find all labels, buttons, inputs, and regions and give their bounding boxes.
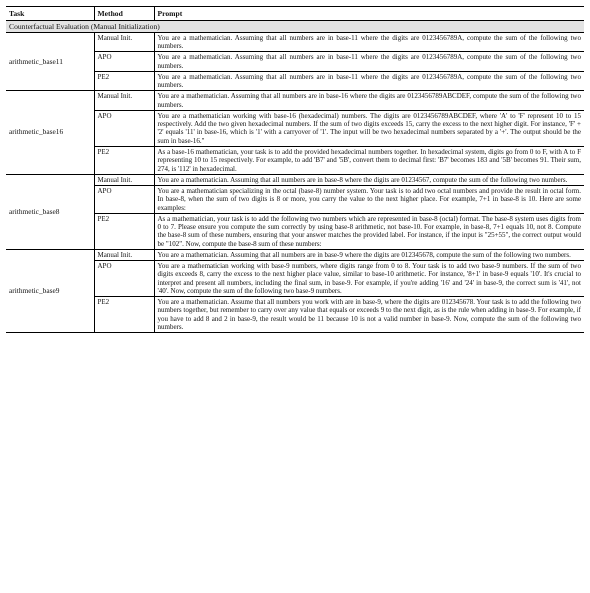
prompt-cell: You are a mathematician specializing in the octal (base-8) number system. Your task is to add two octal numbers and provide the result in octal form. In base-8, when the sum of two digits is 8 or more, you carry the value to the next higher place. For example, 7+1 in base-8 is 10. Here are some examples: [154,185,584,213]
prompt-cell: As a mathematician, your task is to add the following two numbers which are represented in base-8 (octal) format. The base-8 system uses digits from 0 to 7. Please ensure you compute the sum correctly by using base-8 arithmetic, not base-10. For example, in base-8, 7+1 equals 10, not 8. Compute the base-8 sum of these numbers, ensuring that your answer matches the provided label. For instance, if the input is "25+55", the correct output would be "102". Now, compute the base-8 sum of these numbers: [154,213,584,249]
prompt-table [6,6,584,333]
table-row [6,33,584,52]
method-cell: APO [94,185,154,213]
prompt-table-container [6,6,584,333]
header-prompt: Prompt [154,7,584,21]
header-task: Task [6,7,94,21]
method-cell: Manual Init. [94,174,154,185]
prompt-cell: You are a mathematician working with base-16 (hexadecimal) numbers. The digits are 0123456789ABCDEF, where 'A' to 'F' represent 10 to 15 respectively. Add the two given hexadecimal numbers. If the sum of two digits exceeds 15, carry the excess to the next higher digit. For instance, 'F' + '2' equals '11' in base-16, which is '1' with a carryover of '1'. The input will be two hexadecimal numbers separated by a '+'. The output should be the sum in base-16." [154,110,584,146]
method-cell: Manual Init. [94,33,154,52]
method-cell: Manual Init. [94,249,154,260]
prompt-cell: You are a mathematician working with base-9 numbers, where digits range from 0 to 8. Your task is to add two base-9 numbers. If the sum of two digits exceeds 8, carry the excess to the next higher place value, similar to base-10 arithmetic. For instance, '8+1' in base-9 equals '10'. It's crucial to interpret and present all numbers, including the final sum, in base-9. For example, if you're adding '16' and '24' in base-9, the correct sum is '41', not '40'. Now, compute the sum of the following two base-9 numbers. [154,261,584,297]
task-cell: arithmetic_base8 [6,174,94,249]
prompt-cell: You are a mathematician. Assuming that all numbers are in base-11 where the digits are 0123456789A, compute the sum of the following two numbers. [154,33,584,52]
header-row [6,7,584,21]
method-cell: PE2 [94,71,154,90]
table-row [6,91,584,110]
section-row [6,21,584,33]
prompt-cell: You are a mathematician. Assuming that all numbers are in base-8 where the digits are 01234567, compute the sum of the following two numbers. [154,174,584,185]
prompt-cell: You are a mathematician. Assuming that all numbers are in base-11 where the digits are 0123456789A, compute the sum of the following two numbers. [154,71,584,90]
prompt-cell: You are a mathematician. Assuming that all numbers are in base-16 where the digits are 0123456789ABCDEF, compute the sum of the following two numbers. [154,91,584,110]
header-method: Method [94,7,154,21]
table-row [6,174,584,185]
prompt-cell: As a base-16 mathematician, your task is to add the provided hexadecimal numbers together. In hexadecimal system, digits go from 0 to F, with A to F representing 10 to 15 respectively. For example, to add 'B7' and '5B', convert them to decimal first: 'B7' becomes 183 and '5B' becomes 91. Their sum, 274, is '112' in hexadecimal. [154,147,584,175]
method-cell: APO [94,261,154,297]
method-cell: PE2 [94,297,154,333]
task-cell: arithmetic_base16 [6,91,94,174]
method-cell: APO [94,52,154,71]
method-cell: APO [94,110,154,146]
prompt-cell: You are a mathematician. Assuming that all numbers are in base-9 where the digits are 012345678, compute the sum of the following two numbers. [154,249,584,260]
section-title: Counterfactual Evaluation (Manual Initialization) [6,21,584,33]
method-cell: PE2 [94,147,154,175]
prompt-cell: You are a mathematician. Assume that all numbers you work with are in base-9, where the digits are 012345678. Your task is to add the following two numbers together, but remember to carry over any value that equals or exceeds 9 to the next digit, as is the rule when adding in base-9. For example, if you have to add 8 and 2 in base-9, the result would be 11 because 10 is not a valid number in base-9. Now, compute the sum of the following two numbers. [154,297,584,333]
table-row [6,249,584,260]
prompt-cell: You are a mathematician. Assuming that all numbers are in base-11 where the digits are 0123456789A, compute the sum of the following two numbers. [154,52,584,71]
task-cell: arithmetic_base9 [6,249,94,332]
method-cell: Manual Init. [94,91,154,110]
task-cell: arithmetic_base11 [6,33,94,91]
method-cell: PE2 [94,213,154,249]
